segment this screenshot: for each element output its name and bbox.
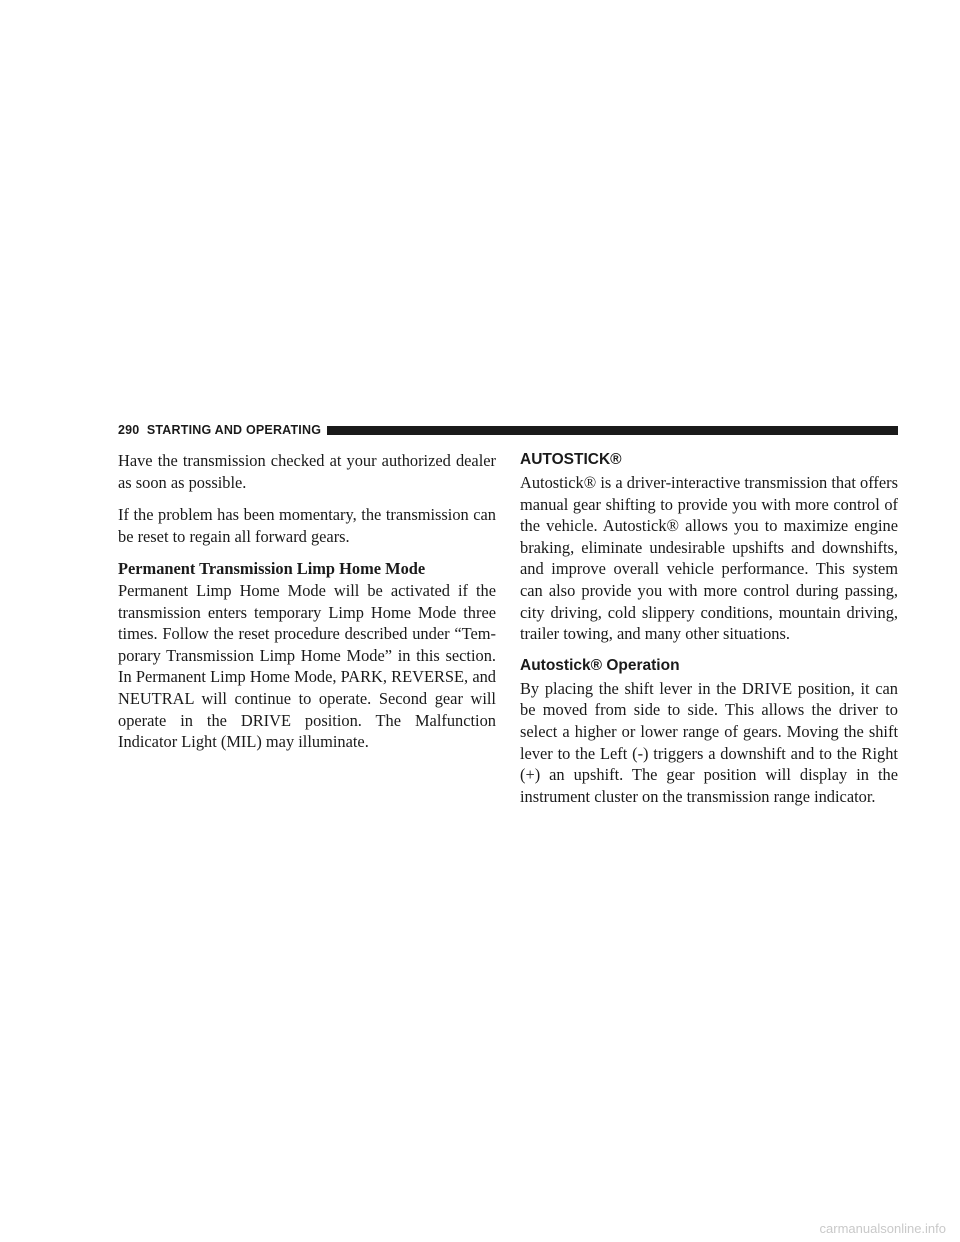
paragraph-dealer-check: Have the transmission checked at your authorized dealer as soon as possible.: [118, 451, 496, 492]
subheading-permanent-limp-home: Permanent Transmission Limp Home Mode: [118, 559, 426, 579]
paragraph-autostick-operation: By placing the shift lever in the DRIVE position, it can be moved from side to side. This allows the driver to select a higher or lower range of gears. Moving the shift lever to the Left (-) triggers a downshift and to the Right (+) an upshift. The gear position will display in the instrument cluster on the transmission range indicator.: [520, 678, 898, 806]
section-title: STARTING AND OPERATING: [146, 423, 322, 437]
header-rule: [327, 426, 898, 435]
paragraph-permanent-limp-home: Permanent Limp Home Mode will be activated if the transmission enters temporary Limp Home Mode three times. Follow the reset procedure described under “Tem- porary Transmission Limp Home Mode” in this section. In Permanent Limp Home Mode, PARK, REVERSE, and NEUTRAL will continue to operate. Second gear will operate in the DRIVE position. The Malfunction Indicator Light (MIL) may illuminate.: [118, 580, 496, 752]
paragraph-autostick-intro: Autostick® is a driver-interactive transmission that offers manual gear shifting to provide you with more control of the vehicle. Autostick® allows you to maximize engine braking, eliminate undesirable upshifts and downshifts, and improve overall vehicle performance. This system can also provide you with more control during passing, city driving, cold slippery conditions, mountain driving, trailer towing, and many other situations.: [520, 473, 898, 644]
left-column: [118, 450, 496, 764]
page-header: [118, 422, 898, 438]
paragraph-momentary-reset: If the problem has been momentary, the transmission can be reset to regain all forward gears.: [118, 505, 496, 546]
subheading-autostick-operation: Autostick® Operation: [520, 656, 680, 674]
watermark: carmanualsonline.info: [819, 1221, 946, 1236]
right-column: [520, 450, 898, 818]
page-header-label: [118, 423, 321, 437]
heading-autostick: AUTOSTICK®: [520, 451, 622, 468]
page-number: 290: [118, 423, 140, 437]
